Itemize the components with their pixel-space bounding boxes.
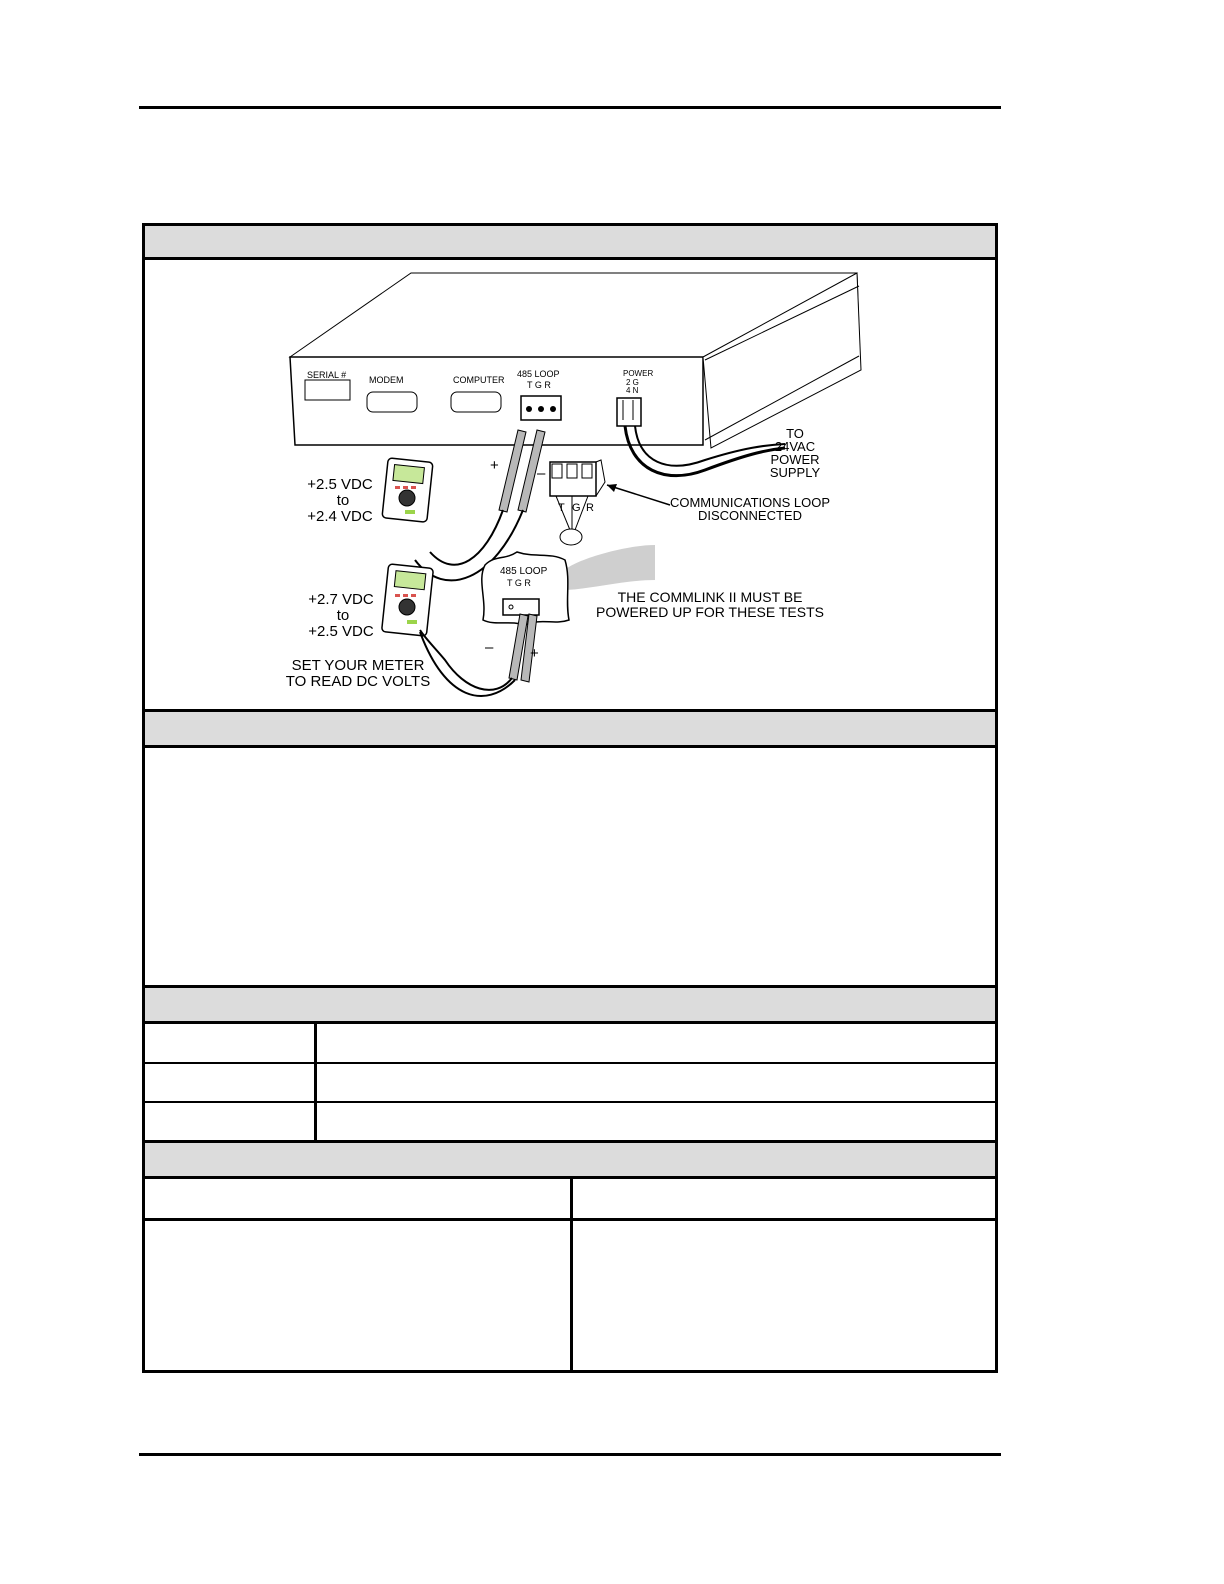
modem-label: MODEM <box>369 375 404 385</box>
top-rule <box>139 106 1001 109</box>
bottom-rule <box>139 1453 1001 1456</box>
loop-terminals: T G R <box>527 380 551 390</box>
powered-note-line-1: THE COMMLINK II MUST BE <box>617 589 803 605</box>
comm-loop-arrow <box>607 485 670 505</box>
row-line-1 <box>145 1062 995 1064</box>
computer-label: COMPUTER <box>453 375 505 385</box>
meter2-reading-text <box>308 591 374 640</box>
powered-note-line-2: POWERED UP FOR THESE TESTS <box>596 604 824 620</box>
inset-plus-sign: + <box>530 645 539 662</box>
loop-label: 485 LOOP <box>517 369 560 379</box>
power-label: POWER <box>623 369 654 378</box>
computer-port <box>451 392 501 412</box>
top-plus-sign: + <box>490 457 499 474</box>
top-minus-sign: – <box>537 465 546 482</box>
serial-label: SERIAL # <box>307 370 347 380</box>
header-band-2 <box>145 709 995 748</box>
meter1-line-1: +2.5 VDC <box>307 476 373 493</box>
meter1-line-3: +2.4 VDC <box>307 508 373 525</box>
comm-loop-line-1: COMMUNICATIONS LOOP <box>669 495 831 510</box>
power-supply-line-3: POWER <box>770 452 820 467</box>
meter2-line-3: +2.5 VDC <box>308 623 374 640</box>
power-terminals: 2 G <box>626 378 639 387</box>
header-band-3 <box>145 985 995 1024</box>
comm-loop-line-2: DISCONNECTED <box>697 508 803 523</box>
meter1-line-2: to <box>336 492 350 509</box>
plug-terminal-r: R <box>586 502 594 514</box>
power-terminals-2: 4 N <box>626 386 639 395</box>
row-divider-vertical-1 <box>314 1021 317 1141</box>
meter2-line-1: +2.7 VDC <box>308 591 374 608</box>
inset-loop-label: 485 LOOP <box>500 566 548 577</box>
powered-note-text <box>596 589 824 620</box>
power-terminal-block <box>617 398 641 426</box>
plug-terminal-g: G <box>572 502 581 514</box>
commlink-device <box>290 273 861 448</box>
meter-test-diagram <box>145 260 995 709</box>
meter2-line-2: to <box>336 607 350 624</box>
multimeter-2 <box>382 564 434 636</box>
header-band-4 <box>145 1140 995 1179</box>
comm-loop-text <box>670 495 830 523</box>
test-procedure-table <box>142 223 998 1373</box>
header-band-1 <box>145 223 995 260</box>
meter-setting-line-1: SET YOUR METER <box>291 657 425 674</box>
loop-inset <box>420 552 569 696</box>
power-supply-line-1: TO <box>786 426 804 441</box>
column-divider-vertical-2 <box>570 1176 573 1373</box>
meter-setting-text <box>286 657 430 690</box>
modem-port <box>367 392 417 412</box>
multimeter-1 <box>382 458 433 522</box>
inset-minus-sign: – <box>485 639 494 656</box>
inset-terminals: T G R <box>507 578 531 588</box>
power-supply-line-4: SUPPLY <box>769 465 821 480</box>
plug-terminal-t: T <box>558 502 565 514</box>
subheader-line <box>145 1218 995 1221</box>
serial-label-plate <box>305 380 350 400</box>
meter-setting-line-2: TO READ DC VOLTS <box>285 673 431 690</box>
power-supply-text <box>770 426 821 480</box>
row-line-2 <box>145 1101 995 1103</box>
power-supply-line-2: 24VAC <box>774 439 816 454</box>
meter1-reading-text <box>307 476 373 525</box>
